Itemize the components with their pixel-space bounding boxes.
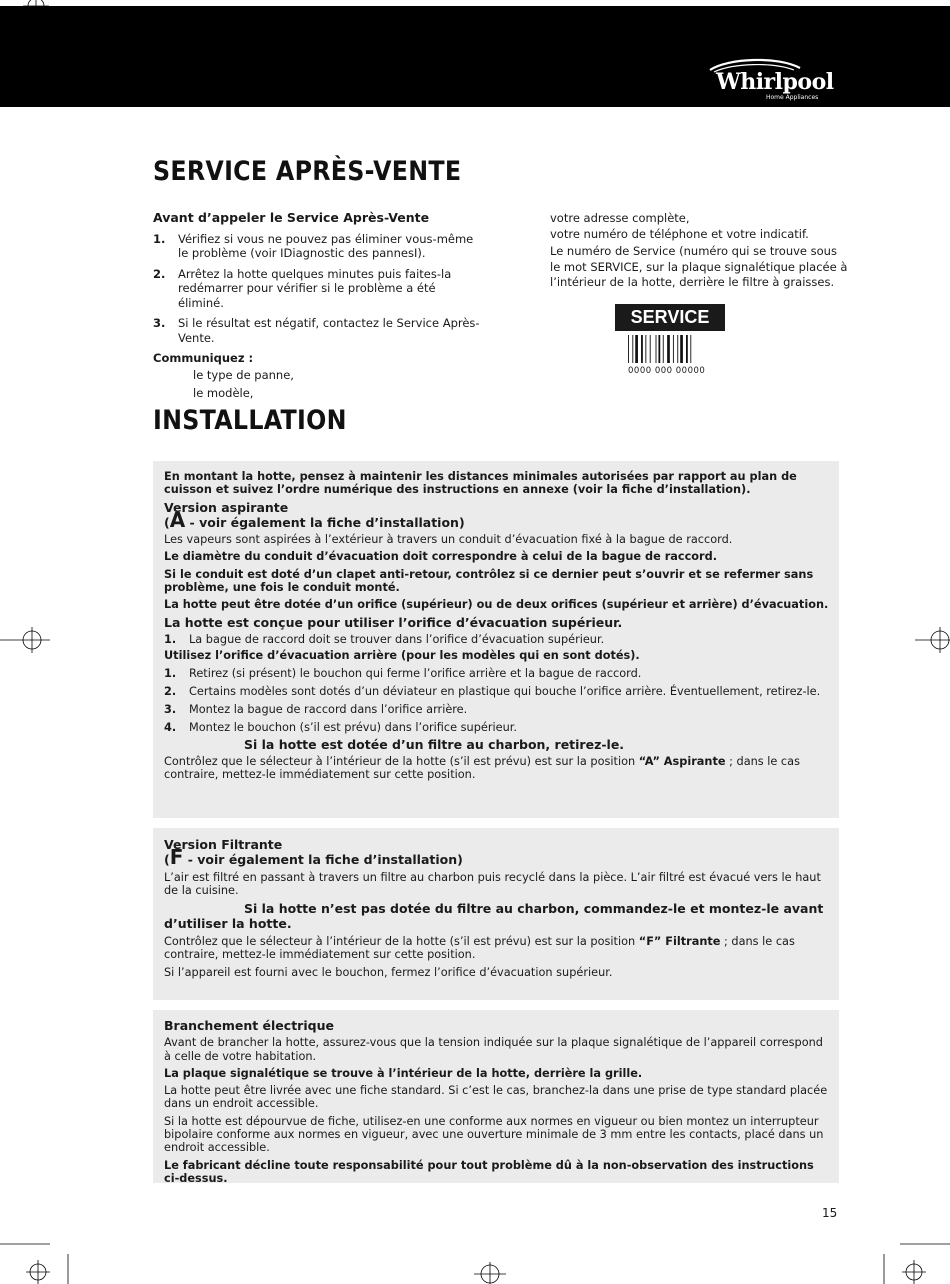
whirlpool-logo	[708, 58, 838, 102]
charcoal-note: Si la hotte n’est pas dotée du filtre au charbon, commandez-le et montez-le avant d’utiliser la hotte.	[164, 901, 824, 932]
aspirante-steps	[164, 667, 829, 735]
registration-mark-icon	[0, 625, 50, 655]
communicate-label: Communiquez :	[153, 351, 254, 365]
registration-mark-icon	[23, 0, 49, 20]
paragraph: Utilisez l’orifice d’évacuation arrière (pour les modèles qui en sont dotés).	[164, 649, 640, 663]
service-title: SERVICE APRÈS-VENTE	[153, 156, 462, 187]
paragraph: Le diamètre du conduit d’évacuation doit correspondre à celui de la bague de raccord.	[164, 550, 718, 564]
list-item: 2. Certains modèles sont dotés d’un déviateur en plastique qui bouche l’orifice arrière. Éventuellement, retirez-le.	[164, 684, 821, 698]
barcode-icon	[628, 335, 714, 363]
paragraph: L’air est filtré en passant à travers un filtre au charbon puis recyclé dans la pièce. L’air filtré est évacué vers le haut de la cuisine.	[164, 870, 821, 897]
communicate-item: votre numéro de téléphone et votre indicatif.	[550, 226, 809, 241]
communicate-item: votre adresse complète,	[550, 211, 690, 225]
service-subheading: Avant d’appeler le Service Après-Vente	[153, 210, 430, 225]
charcoal-note: Si la hotte est dotée d’un filtre au charbon, retirez-le.	[244, 736, 625, 752]
list-item: 4. Montez le bouchon (s’il est prévu) dans l’orifice supérieur.	[164, 721, 517, 735]
selector-note: Contrôlez que le sélecteur à l’intérieur de la hotte (s’il est prévu) est sur la position “A” Aspirante ; dans le cas contraire, mettez-le immédiatement sur cette position.	[164, 755, 800, 782]
aspirante-subheading: (A - voir également la fiche d’installation)	[164, 507, 465, 532]
service-label-box: SERVICE	[615, 304, 725, 331]
paragraph: Les vapeurs sont aspirées à l’extérieur à travers un conduit d’évacuation fixé à la bague de raccord.	[164, 533, 733, 547]
service-number-paragraph: Le numéro de Service (numéro qui se trouve sous le mot SERVICE, sur la plaque signalétique placée à l’intérieur de la hotte, derrière le filtre à graisses.	[550, 244, 848, 289]
electric-heading: Branchement électrique	[164, 1018, 334, 1033]
page-number: 15	[822, 1206, 838, 1220]
list-item: 3. Si le résultat est négatif, contactez le Service Après-Vente.	[153, 316, 480, 345]
filtrante-subheading: (F - voir également la fiche d’installation)	[164, 845, 463, 870]
mode-letter-a: A	[169, 507, 186, 532]
aspirante-heading: Version aspirante	[164, 499, 289, 515]
paragraph: Le fabricant décline toute responsabilité pour tout problème dû à la non-observation des instructions ci-dessus.	[164, 1158, 814, 1185]
service-label-number: 0000 000 00000	[628, 366, 706, 376]
list-item: 1. Retirez (si présent) le bouchon qui ferme l’orifice arrière et la bague de raccord.	[164, 666, 642, 680]
brand-subtitle: Home Appliances	[766, 94, 819, 101]
list-item: 2. Arrêtez la hotte quelques minutes puis faites-la redémarrer pour vérifier si le problème a été éliminé.	[153, 266, 452, 310]
registration-mark-icon	[915, 625, 950, 655]
service-steps	[153, 232, 483, 346]
service-left-column	[153, 211, 483, 402]
paragraph: Si le conduit est doté d’un clapet anti-retour, contrôlez si ce dernier peut s’ouvrir et se refermer sans problème, une fois le conduit monté.	[164, 567, 814, 595]
list-item: 3. Montez la bague de raccord dans l’orifice arrière.	[164, 703, 468, 717]
paragraph: Si la hotte est dépourvue de fiche, utilisez-en une conforme aux normes en vigueur ou bien montez un interrupteur bipolaire conforme aux normes en vigueur, avec une ouverture minimale de 3 mm entre les contacts, placé dans un endroit accessible.	[164, 1114, 824, 1155]
list-item: 1. La bague de raccord doit se trouver dans l’orifice d’évacuation supérieur.	[164, 632, 605, 646]
paragraph: La plaque signalétique se trouve à l’intérieur de la hotte, derrière la grille.	[164, 1066, 643, 1080]
registration-mark-icon	[470, 1262, 510, 1284]
aspirante-panel	[153, 461, 839, 818]
installation-intro: En montant la hotte, pensez à maintenir les distances minimales autorisées par rapport au plan de cuisson et suivez l’ordre numérique des instructions en annexe (voir la fiche d’installation).	[164, 470, 797, 497]
registration-mark-icon	[880, 1240, 950, 1284]
brand-name: Whirlpool	[716, 69, 834, 95]
filtrante-heading: Version Filtrante	[164, 837, 283, 852]
paragraph: La hotte peut être livrée avec une fiche standard. Si c’est le cas, branchez-la dans une prise de type standard placée dans un endroit accessible.	[164, 1084, 828, 1111]
selector-note: Contrôlez que le sélecteur à l’intérieur de la hotte (s’il est prévu) est sur la position “F” Filtrante ; dans le cas contraire, mettez-le immédiatement sur cette position.	[164, 935, 795, 962]
communicate-item: le modèle,	[193, 385, 254, 400]
mode-letter-f: F	[169, 845, 184, 870]
registration-mark-icon	[0, 1240, 80, 1284]
paragraph: Avant de brancher la hotte, assurez-vous que la tension indiquée sur la plaque signalétique de l’appareil correspond à celle de votre habitation.	[164, 1036, 823, 1063]
service-right-column	[550, 211, 850, 291]
communicate-item: le type de panne,	[193, 367, 294, 382]
list-item: 1. Vérifiez si vous ne pouvez pas éliminer vous-même le problème (voir IDiagnostic des pannesI).	[153, 231, 474, 260]
paragraph: La hotte est conçue pour utiliser l’orifice d’évacuation supérieur.	[164, 614, 623, 630]
electric-panel	[153, 1010, 839, 1183]
paragraph: Si l’appareil est fourni avec le bouchon, fermez l’orifice d’évacuation supérieur.	[164, 965, 613, 979]
installation-title: INSTALLATION	[153, 405, 347, 436]
filtrante-panel	[153, 828, 839, 1000]
paragraph: La hotte peut être dotée d’un orifice (supérieur) ou de deux orifices (supérieur et arrière) d’évacuation.	[164, 598, 829, 612]
